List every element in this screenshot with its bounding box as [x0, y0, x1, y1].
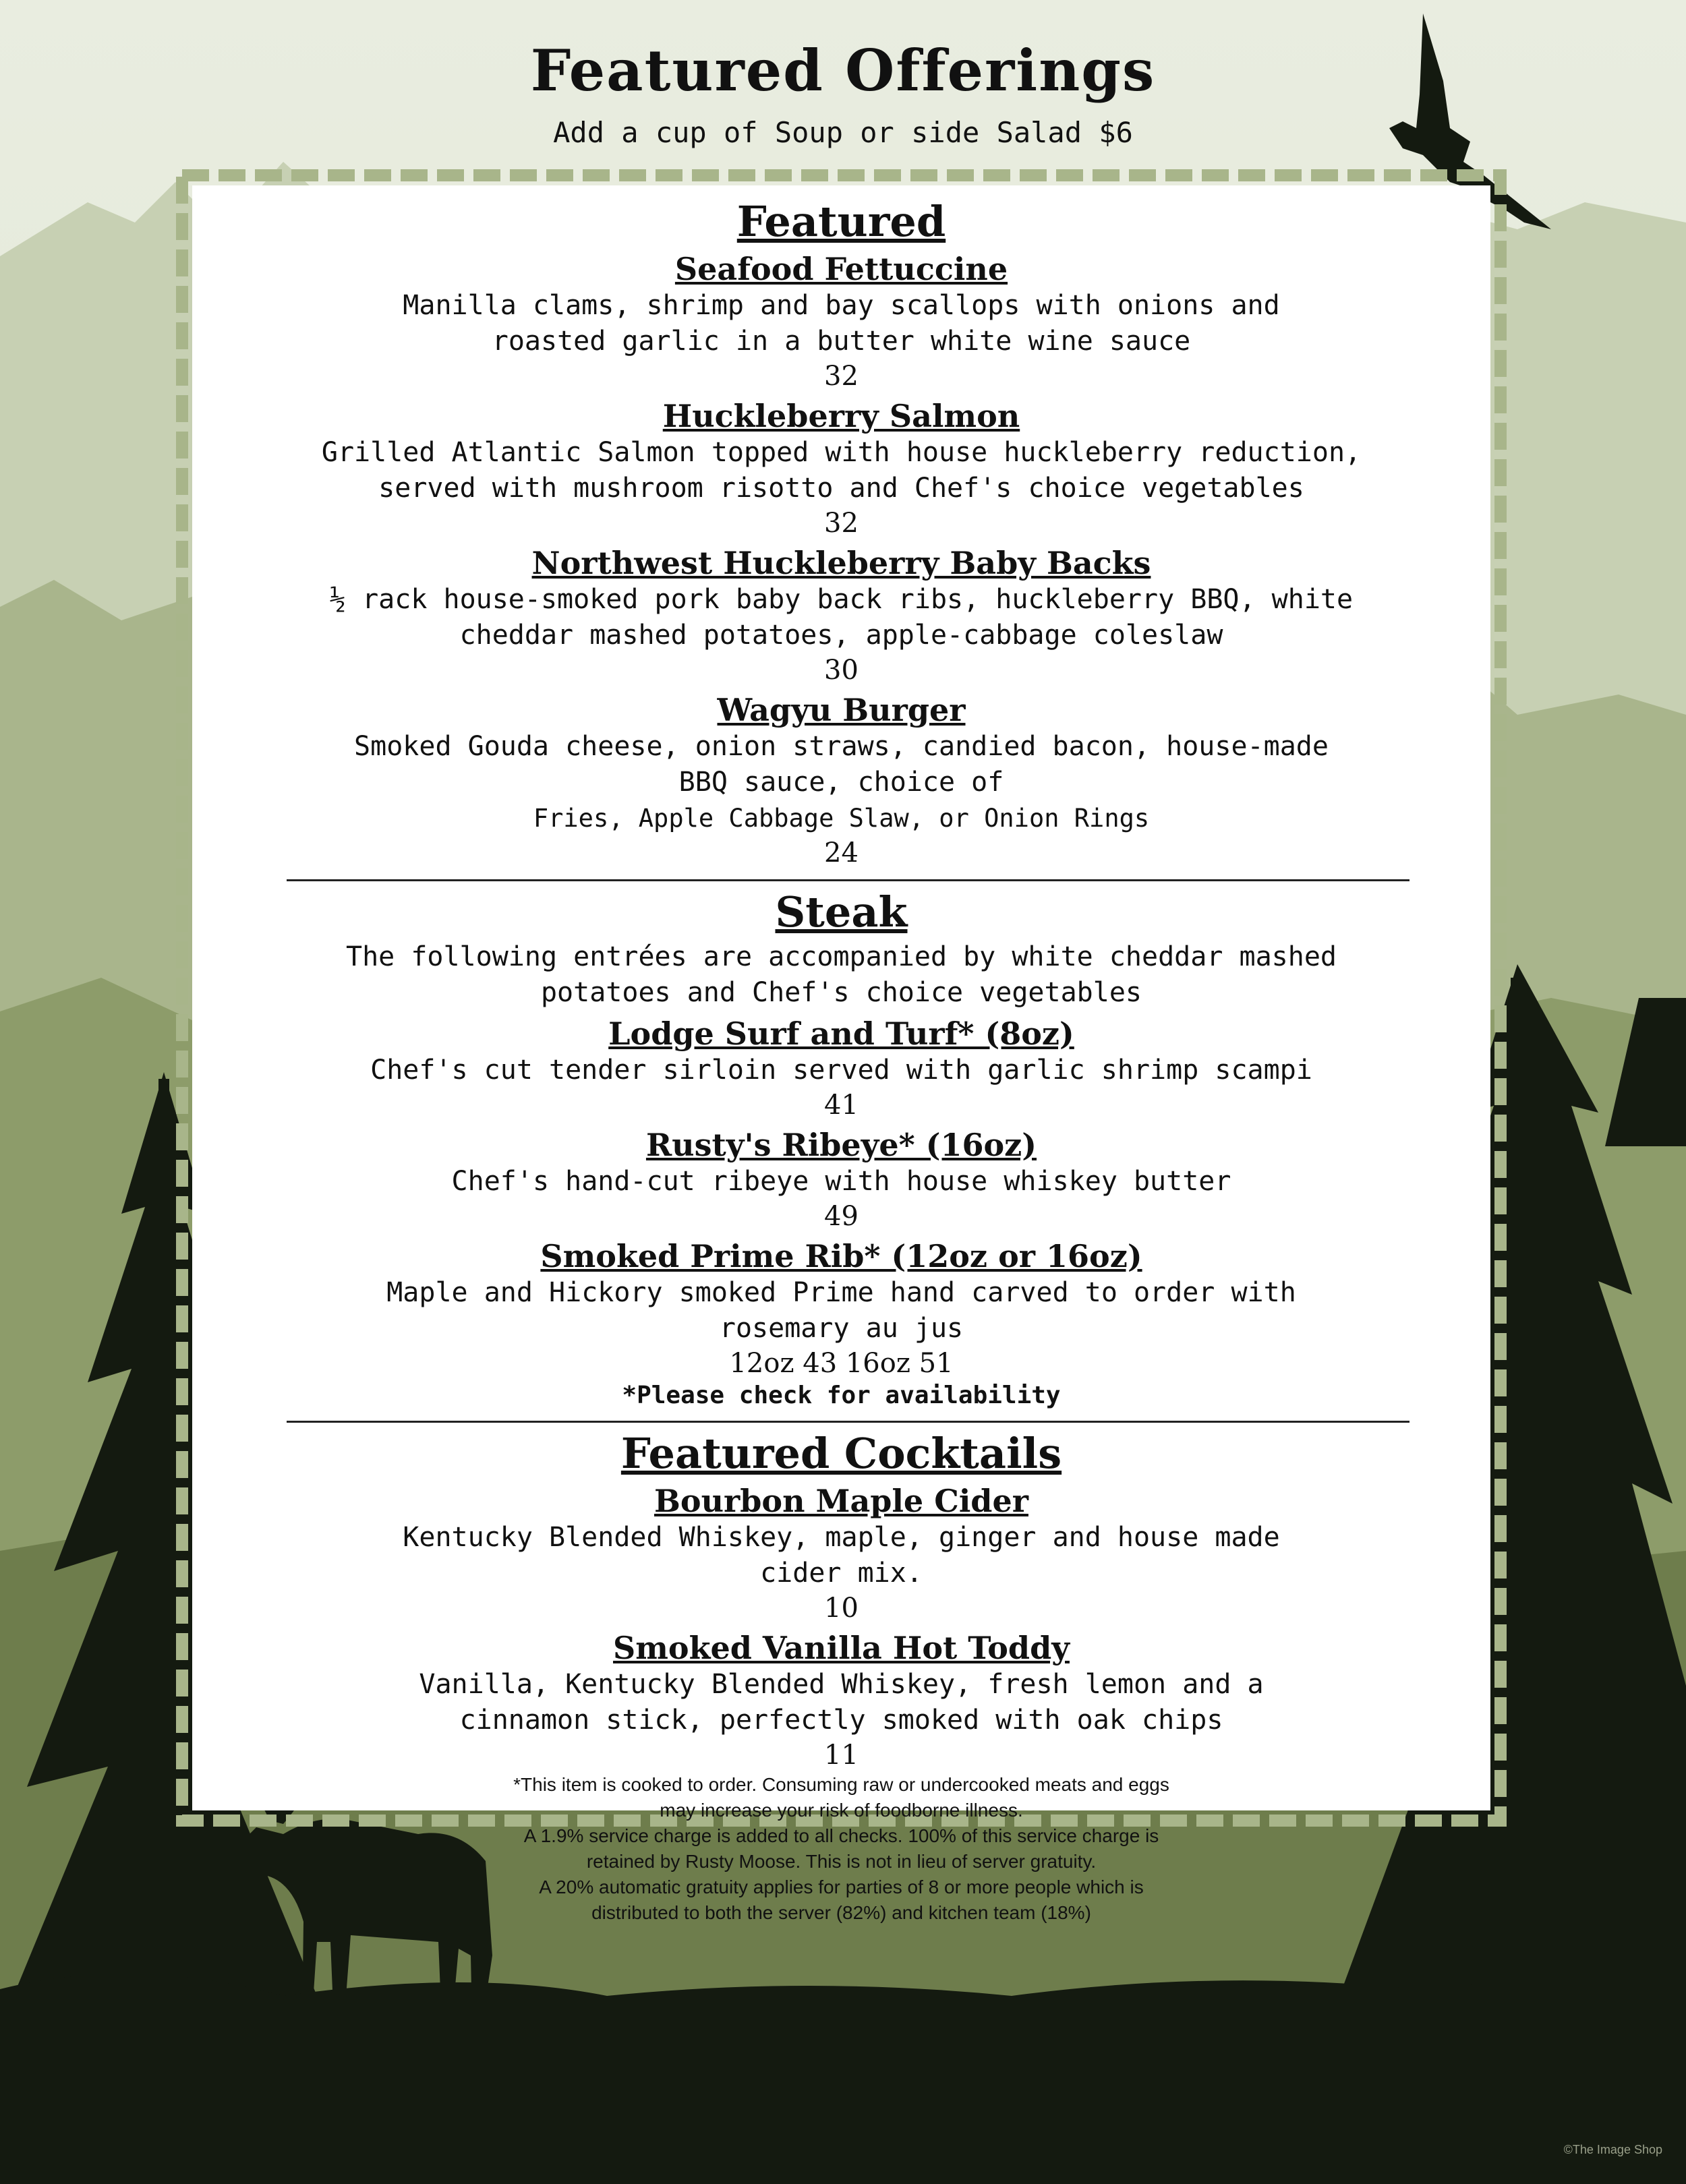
image-copyright: ©The Image Shop	[1563, 2143, 1662, 2156]
availability-note: *Please check for availability	[622, 1382, 1061, 1409]
menu-item	[192, 397, 1490, 540]
item-price: 24	[824, 837, 859, 868]
disclaimer-line: distributed to both the server (82%) and kitchen team (18%)	[591, 1902, 1091, 1923]
section-heading-cocktails: Featured Cocktails	[620, 1429, 1062, 1478]
section-heading-steak: Steak	[775, 887, 908, 937]
item-description: BBQ sauce, choice of	[678, 767, 1004, 798]
section-intro: potatoes and Chef's choice vegetables	[540, 977, 1142, 1008]
page-title: Featured Offerings	[530, 37, 1156, 104]
item-price: 11	[824, 1740, 859, 1771]
menu-item	[192, 1126, 1490, 1233]
item-name: Lodge Surf and Turf* (8oz)	[608, 1015, 1074, 1052]
item-name: Smoked Prime Rib* (12oz or 16oz)	[540, 1238, 1142, 1274]
section-divider	[287, 1421, 1409, 1423]
item-description: Smoked Gouda cheese, onion straws, candied bacon, house-made	[354, 731, 1329, 762]
item-name: Bourbon Maple Cider	[654, 1483, 1028, 1519]
disclaimer-line: retained by Rusty Moose. This is not in lieu of server gratuity.	[586, 1851, 1097, 1872]
disclaimer-line: A 20% automatic gratuity applies for parties of 8 or more people which is	[539, 1877, 1144, 1897]
menu-item	[192, 1015, 1490, 1122]
item-price: 49	[824, 1201, 859, 1232]
item-name: Northwest Huckleberry Baby Backs	[531, 545, 1151, 581]
item-price: 41	[824, 1090, 859, 1121]
item-name: Seafood Fettuccine	[674, 251, 1008, 287]
section-divider	[287, 879, 1409, 881]
item-description: cheddar mashed potatoes, apple-cabbage coleslaw	[459, 620, 1223, 651]
disclaimer-line: *This item is cooked to order. Consuming raw or undercooked meats and eggs	[513, 1774, 1169, 1795]
footer-disclaimer	[192, 1772, 1490, 1926]
item-description: Maple and Hickory smoked Prime hand carved to order with	[386, 1277, 1296, 1308]
item-description: served with mushroom risotto and Chef's choice vegetables	[378, 473, 1304, 504]
item-description: rosemary au jus	[719, 1313, 964, 1344]
item-description: cinnamon stick, perfectly smoked with oak chips	[459, 1705, 1223, 1736]
item-description: Grilled Atlantic Salmon topped with house huckleberry reduction,	[321, 437, 1362, 468]
menu-item	[192, 1237, 1490, 1380]
menu-content	[192, 192, 1490, 1926]
menu-item	[192, 544, 1490, 687]
item-description: Manilla clams, shrimp and bay scallops with onions and	[403, 290, 1280, 321]
item-description: Vanilla, Kentucky Blended Whiskey, fresh lemon and a	[419, 1669, 1264, 1700]
disclaimer-line: may increase your risk of foodborne illness.	[660, 1800, 1023, 1821]
section-intro: The following entrées are accompanied by white cheddar mashed	[345, 941, 1337, 972]
item-price: 32	[824, 361, 859, 392]
item-price: 12oz 43 16oz 51	[729, 1348, 954, 1379]
item-description: Fries, Apple Cabbage Slaw, or Onion Rings	[533, 804, 1150, 833]
menu-item	[192, 1482, 1490, 1625]
disclaimer-line: A 1.9% service charge is added to all checks. 100% of this service charge is	[523, 1825, 1159, 1846]
item-description: Kentucky Blended Whiskey, maple, ginger and house made	[403, 1522, 1280, 1553]
item-name: Rusty's Ribeye* (16oz)	[645, 1127, 1037, 1163]
menu-item	[192, 250, 1490, 393]
item-name: Smoked Vanilla Hot Toddy	[613, 1630, 1070, 1666]
item-description: Chef's cut tender sirloin served with garlic shrimp scampi	[370, 1055, 1312, 1086]
menu-item	[192, 1629, 1490, 1772]
item-description: cider mix.	[760, 1558, 923, 1589]
page-subtitle: Add a cup of Soup or side Salad $6	[553, 116, 1133, 149]
ground-silhouette	[0, 1974, 1686, 2184]
item-price: 30	[824, 655, 859, 686]
item-description: ½ rack house-smoked pork baby back ribs, huckleberry BBQ, white	[329, 584, 1354, 615]
item-description: Chef's hand-cut ribeye with house whiskey butter	[451, 1166, 1231, 1197]
item-price: 10	[824, 1593, 859, 1624]
item-name: Wagyu Burger	[717, 692, 966, 728]
item-name: Huckleberry Salmon	[662, 398, 1020, 434]
item-description: roasted garlic in a butter white wine sauce	[492, 326, 1191, 357]
section-heading-featured: Featured	[736, 197, 946, 246]
item-price: 32	[824, 508, 859, 539]
menu-item	[192, 691, 1490, 870]
